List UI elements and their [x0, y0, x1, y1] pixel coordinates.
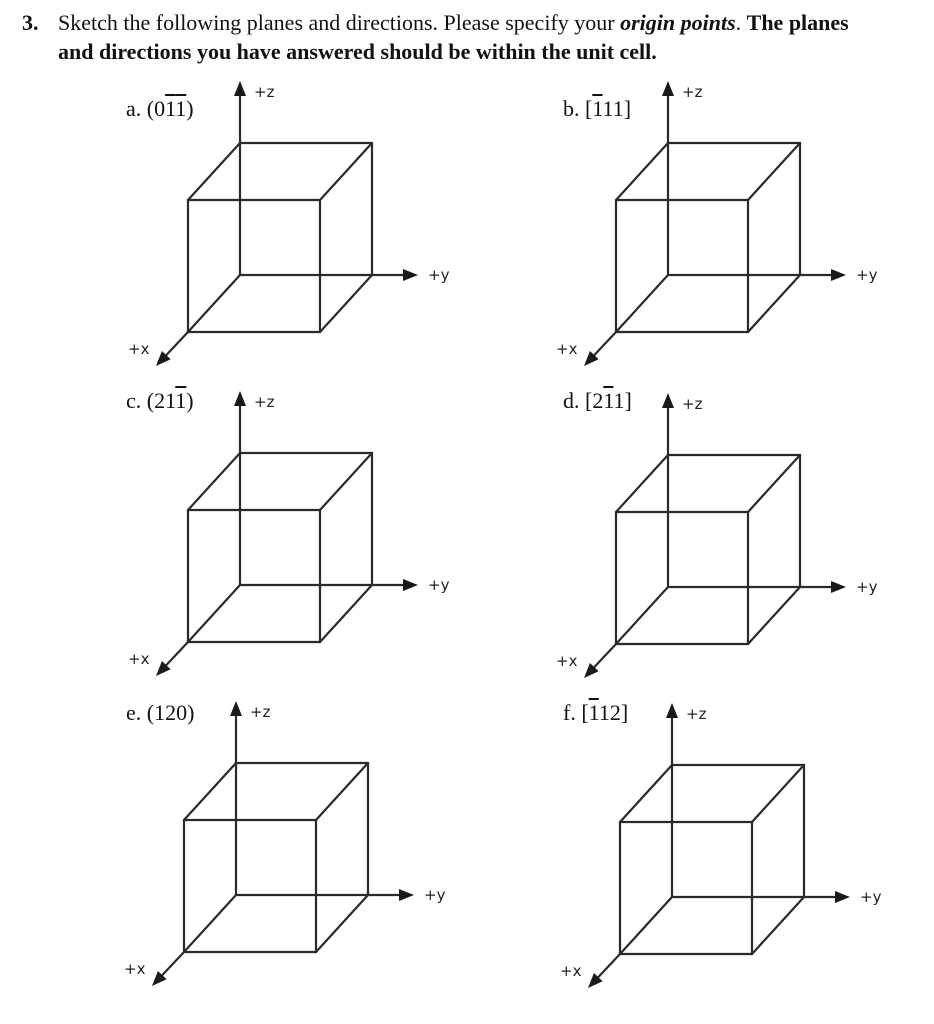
cube-edge-depth-bottom-left [620, 897, 672, 954]
cube-edge-depth-bottom-right [752, 897, 804, 954]
y-axis-arrowhead [399, 889, 414, 901]
cube-edge-depth-top-right [320, 143, 372, 200]
z-axis-arrowhead [234, 81, 246, 96]
unit-cell-diagram-e [124, 703, 446, 990]
cube-edge-depth-bottom-right [748, 587, 800, 644]
index-digit: 2 [592, 388, 604, 413]
index-digit: 2 [165, 700, 177, 725]
index-digit: 2 [609, 700, 621, 725]
problem-letter: e. [126, 700, 147, 725]
y-axis-arrowhead [835, 891, 850, 903]
index-digit: 1 [613, 388, 625, 413]
question-text [22, 8, 902, 66]
cube-edge-depth-top-left [188, 453, 240, 510]
y-axis-label: +y [424, 886, 446, 904]
y-axis-label: +y [860, 888, 882, 906]
problem-letter: a. [126, 96, 147, 121]
y-axis-arrowhead [403, 269, 418, 281]
cube-edge-depth-top-left [188, 143, 240, 200]
cube-edge-depth-top-left [620, 765, 672, 822]
unit-cell-diagram-b [556, 83, 878, 370]
y-axis-label: +y [856, 578, 878, 596]
index-bracket-close: ) [187, 700, 195, 725]
question-bold-end: and directions you have answered should be within the unit cell. [58, 39, 657, 64]
cube-edge-depth-bottom-left [188, 275, 240, 332]
unit-cell-diagram-c [128, 393, 450, 680]
cube-edge-depth-top-left [184, 763, 236, 820]
index-digit: 0 [154, 96, 166, 121]
index-digit-bar: 1 [603, 388, 614, 413]
cube-edge-depth-top-left [616, 143, 668, 200]
x-axis-line [594, 332, 616, 355]
z-axis-arrowhead [662, 81, 674, 96]
x-axis-label: +x [124, 960, 146, 978]
cube-edge-depth-top-right [316, 763, 368, 820]
y-axis-label: +y [428, 266, 450, 284]
index-digit: 1 [598, 700, 610, 725]
index-digit: 0 [176, 700, 188, 725]
x-axis-line [594, 644, 616, 667]
index-digit-bar: 1 [165, 96, 176, 121]
z-axis-arrowhead [234, 391, 246, 406]
index-digit-bar: 1 [175, 388, 187, 413]
y-axis-arrowhead [831, 269, 846, 281]
x-axis-label: +x [128, 340, 150, 358]
problem-letter: c. [126, 388, 147, 413]
y-axis-arrowhead [831, 581, 846, 593]
index-bracket-open: ( [146, 700, 155, 725]
index-digit: 2 [154, 388, 166, 413]
cube-edge-depth-bottom-left [616, 275, 668, 332]
index-bracket-close: ) [186, 388, 194, 413]
index-bracket-open: ( [146, 96, 155, 121]
z-axis-label: +z [254, 393, 275, 411]
index-bracket-open: ( [146, 388, 155, 413]
cube-edge-depth-bottom-right [320, 585, 372, 642]
index-digit-bar: 1 [588, 700, 599, 725]
index-bracket-close: ) [186, 96, 194, 121]
index-bracket-close: ] [620, 700, 629, 725]
cube-edge-depth-top-right [748, 143, 800, 200]
index-digit: 1 [612, 96, 624, 121]
question-line-2 [22, 37, 902, 66]
x-axis-line [166, 332, 188, 355]
index-digit: 1 [154, 700, 166, 725]
z-axis-label: +z [682, 395, 703, 413]
x-axis-label: +x [556, 340, 578, 358]
z-axis-arrowhead [230, 701, 242, 716]
question-period: . [735, 10, 747, 35]
cube-edge-depth-bottom-left [188, 585, 240, 642]
cube-edge-depth-top-right [320, 453, 372, 510]
cube-edge-depth-bottom-left [616, 587, 668, 644]
index-bracket-close: ] [624, 388, 632, 413]
index-bracket-open: [ [581, 700, 589, 725]
question-line-1 [22, 8, 902, 37]
cube-edge-depth-bottom-left [184, 895, 236, 952]
z-axis-arrowhead [662, 393, 674, 408]
index-digit-bar: 1 [592, 96, 603, 121]
z-axis-label: +z [254, 83, 275, 101]
index-bracket-open: [ [585, 388, 593, 413]
problem-letter: d. [563, 388, 585, 413]
x-axis-label: +x [560, 962, 582, 980]
z-axis-label: +z [686, 705, 707, 723]
z-axis-arrowhead [666, 703, 678, 718]
question-instruction: Sketch the following planes and directions. Please specify your [58, 10, 621, 35]
problem-letter: f. [563, 700, 582, 725]
y-axis-arrowhead [403, 579, 418, 591]
z-axis-label: +z [250, 703, 271, 721]
question-origin-emphasis: origin points [620, 10, 736, 35]
y-axis-label: +y [856, 266, 878, 284]
unit-cell-diagram-d [556, 395, 878, 682]
cube-edge-depth-top-left [616, 455, 668, 512]
x-axis-line [598, 954, 620, 977]
unit-cell-diagram-a [128, 83, 450, 370]
index-digit: 1 [602, 96, 613, 121]
cube-edge-depth-top-right [752, 765, 804, 822]
index-digit-bar: 1 [175, 96, 187, 121]
index-digit: 1 [165, 388, 176, 413]
x-axis-label: +x [128, 650, 150, 668]
cube-edge-depth-bottom-right [316, 895, 368, 952]
y-axis-label: +y [428, 576, 450, 594]
problem-letter: b. [563, 96, 585, 121]
question-number: 3. [22, 10, 39, 35]
cube-edge-depth-bottom-right [748, 275, 800, 332]
unit-cell-diagram-f [560, 705, 882, 992]
x-axis-line [162, 952, 184, 975]
index-bracket-open: [ [585, 96, 593, 121]
x-axis-line [166, 642, 188, 665]
question-bold-start: The planes [746, 10, 849, 35]
cube-edge-depth-top-right [748, 455, 800, 512]
z-axis-label: +z [682, 83, 703, 101]
cube-edge-depth-bottom-right [320, 275, 372, 332]
index-bracket-close: ] [623, 96, 632, 121]
x-axis-label: +x [556, 652, 578, 670]
